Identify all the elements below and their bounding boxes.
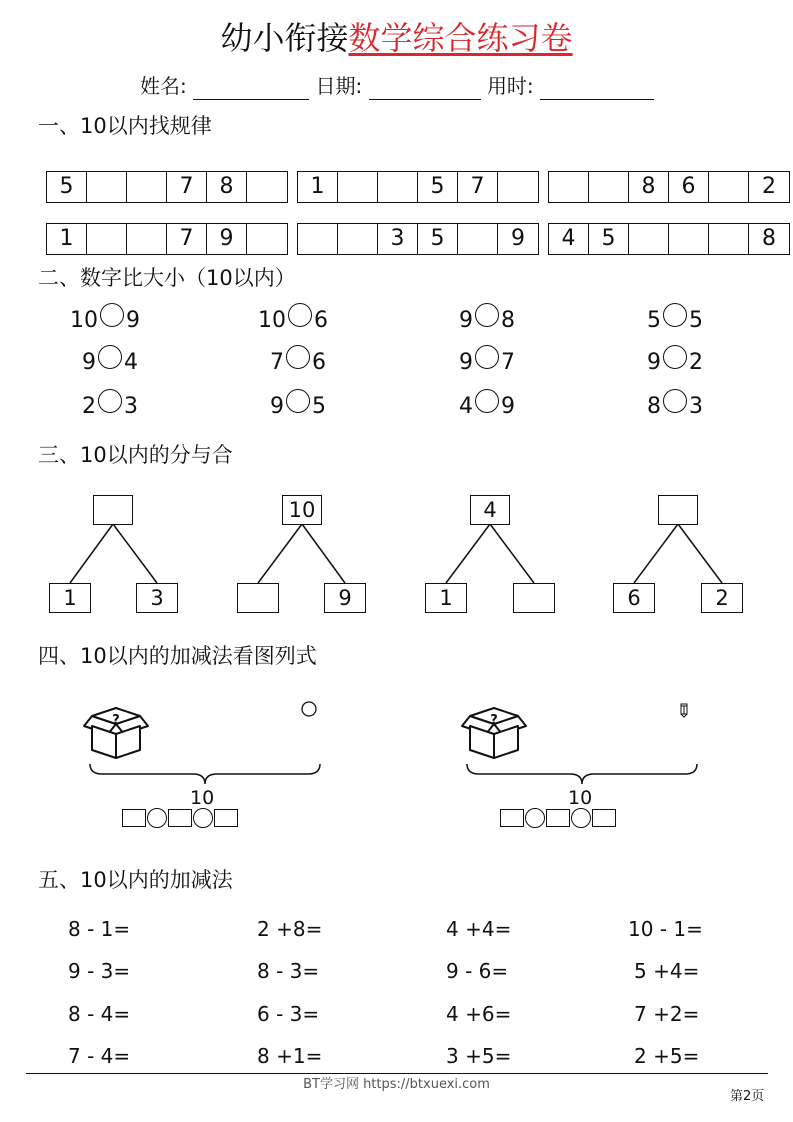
equation: 4 +6= [446, 1002, 512, 1026]
equation: 3 +5= [446, 1044, 512, 1068]
compare-right: 5 [312, 394, 326, 419]
title-part1: 幼小衔接 [220, 19, 349, 57]
pattern-cell[interactable]: 9 [511, 226, 525, 251]
compare-left: 4 [459, 394, 473, 419]
compare-left: 9 [270, 394, 284, 419]
compare-left: 9 [459, 308, 473, 333]
operator-circle[interactable] [147, 808, 167, 828]
box-question-mark: ? [490, 713, 498, 728]
equation: 6 - 3= [257, 1002, 320, 1026]
bond-line [446, 524, 490, 583]
time-label: 用时: [486, 74, 534, 98]
pattern-cell[interactable]: 7 [167, 224, 207, 254]
compare-right: 3 [124, 394, 138, 419]
compare-left: 10 [70, 308, 98, 333]
section-2-heading: 二、数字比大小（10以内） [38, 266, 296, 290]
bond-left-box[interactable]: 1 [425, 583, 467, 613]
compare-left: 10 [258, 308, 286, 333]
answer-box[interactable] [214, 809, 238, 827]
bond-left-box[interactable]: 6 [613, 583, 655, 613]
pattern-cell[interactable]: 5 [47, 172, 87, 202]
pattern-cell[interactable]: 9 [207, 224, 247, 254]
footer-site[interactable]: BT学习网 https://btxuexi.com [303, 1077, 490, 1092]
bond-line [258, 524, 302, 583]
compare-left: 9 [82, 350, 96, 375]
circle-icon [300, 700, 318, 718]
bond-left-box[interactable] [237, 583, 279, 613]
bond-line [113, 524, 157, 583]
pattern-cell[interactable]: 2 [762, 174, 776, 199]
compare-right: 9 [126, 308, 140, 333]
compare-left: 9 [647, 350, 661, 375]
bond-line [70, 524, 113, 583]
equation: 9 - 6= [446, 959, 509, 983]
brace-icon [88, 762, 322, 788]
equation: 8 +1= [257, 1044, 323, 1068]
equation: 10 - 1= [628, 917, 703, 941]
brace-icon [465, 762, 699, 788]
pattern-cell[interactable]: 6 [669, 172, 709, 202]
compare-right: 6 [314, 308, 328, 333]
mystery-box-icon [460, 702, 528, 760]
pattern-cell[interactable]: 8 [629, 172, 669, 202]
compare-right: 3 [689, 394, 703, 419]
answer-formula [122, 808, 238, 828]
pattern-cell[interactable]: 5 [418, 224, 458, 254]
compare-right: 6 [312, 350, 326, 375]
bond-right-box[interactable]: 9 [324, 583, 366, 613]
pencil-icon [678, 700, 690, 718]
pattern-cell[interactable]: 7 [458, 172, 498, 202]
equation: 4 +4= [446, 917, 512, 941]
bond-right-box[interactable] [513, 583, 555, 613]
bond-right-box[interactable]: 2 [701, 583, 743, 613]
compare-left: 8 [647, 394, 661, 419]
compare-left: 7 [270, 350, 284, 375]
answer-box[interactable] [168, 809, 192, 827]
equation: 8 - 4= [68, 1002, 131, 1026]
compare-left: 9 [459, 350, 473, 375]
section-5-heading: 五、10以内的加减法 [38, 868, 233, 892]
title-part2: 数学综合练习卷 [348, 19, 573, 57]
bond-top-box[interactable]: 10 [282, 495, 322, 525]
bond-top-box[interactable] [93, 495, 133, 525]
pattern-cell[interactable]: 1 [298, 172, 338, 202]
compare-right: 9 [501, 394, 515, 419]
total-label: 10 [190, 787, 215, 809]
compare-left: 5 [647, 308, 661, 333]
total-label: 10 [568, 787, 593, 809]
bond-top-box[interactable]: 4 [470, 495, 510, 525]
equation: 2 +8= [257, 917, 323, 941]
bond-right-box[interactable]: 3 [136, 583, 178, 613]
compare-right: 2 [689, 350, 703, 375]
page-number: 第2页 [730, 1089, 765, 1104]
bond-line [490, 524, 534, 583]
bond-line [634, 524, 678, 583]
bond-line [302, 524, 345, 583]
compare-right: 8 [501, 308, 515, 333]
answer-formula [500, 808, 616, 828]
operator-circle[interactable] [571, 808, 591, 828]
answer-box[interactable] [122, 809, 146, 827]
equation: 7 - 4= [68, 1044, 131, 1068]
pattern-cell[interactable]: 8 [207, 172, 247, 202]
answer-box[interactable] [592, 809, 616, 827]
compare-right: 4 [124, 350, 138, 375]
mystery-box-icon [82, 702, 150, 760]
equation: 2 +5= [634, 1044, 700, 1068]
equation: 9 - 3= [68, 959, 131, 983]
answer-box[interactable] [546, 809, 570, 827]
operator-circle[interactable] [193, 808, 213, 828]
pattern-cell[interactable]: 1 [47, 224, 87, 254]
compare-left: 2 [82, 394, 96, 419]
equation: 7 +2= [634, 1002, 700, 1026]
operator-circle[interactable] [525, 808, 545, 828]
bond-left-box[interactable]: 1 [49, 583, 91, 613]
pattern-cell[interactable]: 7 [167, 172, 207, 202]
date-label: 日期: [315, 74, 363, 98]
pattern-cell[interactable]: 8 [762, 226, 776, 251]
compare-right: 7 [501, 350, 515, 375]
section-1-heading: 一、10以内找规律 [38, 114, 212, 138]
pattern-cell[interactable]: 5 [589, 224, 629, 254]
section-4-heading: 四、10以内的加减法看图列式 [38, 644, 317, 668]
equation: 5 +4= [634, 959, 700, 983]
pattern-cell[interactable]: 3 [378, 224, 418, 254]
bond-line [678, 524, 722, 583]
pattern-cell[interactable]: 4 [549, 224, 589, 254]
compare-right: 5 [689, 308, 703, 333]
equation: 8 - 3= [257, 959, 320, 983]
bond-top-box[interactable] [658, 495, 698, 525]
box-question-mark: ? [112, 713, 120, 728]
answer-box[interactable] [500, 809, 524, 827]
name-label: 姓名: [140, 74, 187, 98]
equation: 8 - 1= [68, 917, 131, 941]
pattern-cell[interactable]: 5 [418, 172, 458, 202]
section-3-heading: 三、10以内的分与合 [38, 443, 233, 467]
